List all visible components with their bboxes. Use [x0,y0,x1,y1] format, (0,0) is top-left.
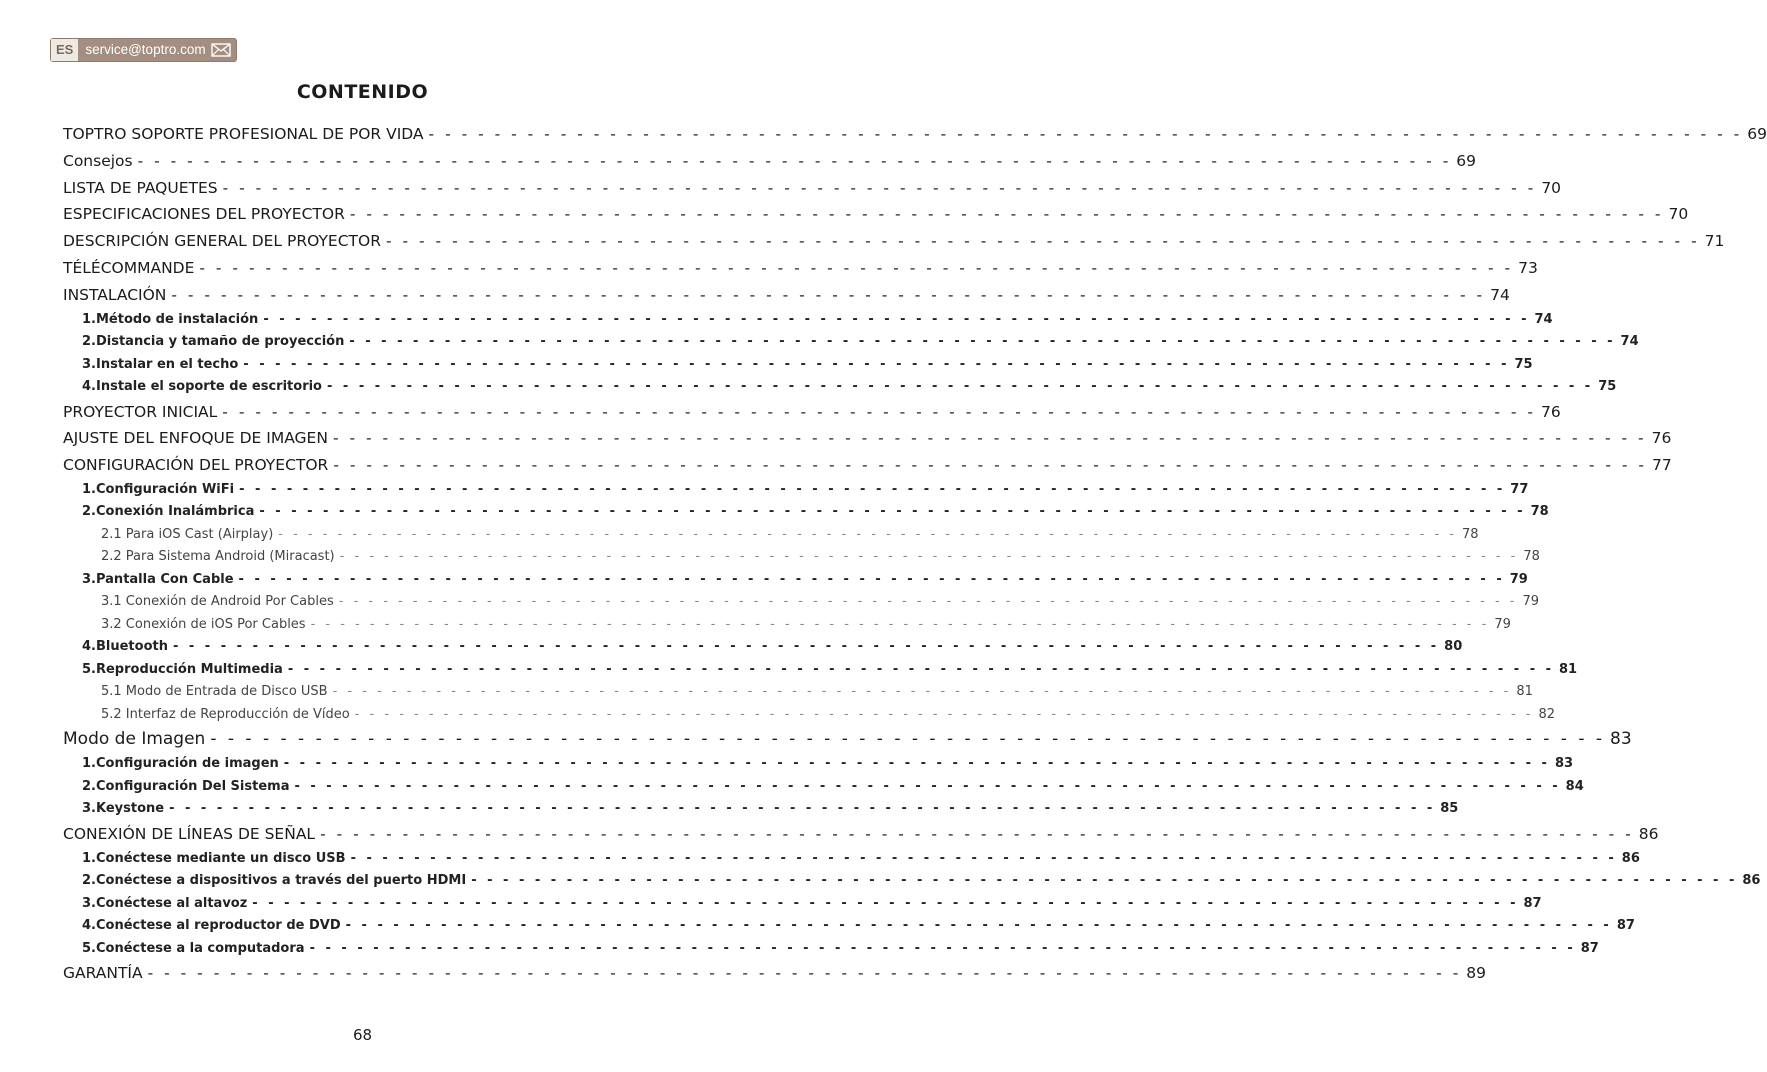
toc-entry-label: 2.1 Para iOS Cast (Airplay) [101,526,274,542]
toc-entry-label: 3.Instalar en el techo [82,356,239,372]
dot-leader: - - - - - - - - - - - - - - - - - - - - - - - - - - - - - - - - - - - - - - - - - - - - - - - - - - - - - - - - - - - - - - - - - - - - - - - - - - - - - - - - [294,778,1561,794]
toc-entry-page: 74 [1534,311,1553,327]
toc-entry-page: 87 [1523,895,1542,911]
toc-entry[interactable] [63,614,1511,637]
dot-leader: - - - - - - - - - - - - - - - - - - - - - - - - - - - - - - - - - - - - - - - - - - - - - - - - - - - - - - - - - - - - - - - - - - - - - - - - - - - - - - - - [239,481,1506,497]
toc-entry-page: 74 [1620,334,1639,350]
dot-leader: - - - - - - - - - - - - - - - - - - - - - - - - - - - - - - - - - - - - - - - - - - - - - - - - - - - - - - - - - - - - - - - - - - - - - - - - - - - - - - - - [147,964,1462,983]
toc-entry-label: 1.Configuración de imagen [82,756,279,772]
toc-entry-page: 83 [1554,756,1574,772]
toc-entry-label: 1.Configuración WiFi [82,481,235,497]
toc-entry-label: 5.2 Interfaz de Reproducción de Vídeo [101,706,350,722]
dot-leader: - - - - - - - - - - - - - - - - - - - - - - - - - - - - - - - - - - - - - - - - - - - - - - - - - - - - - - - - - - - - - - - - - - - - - - - - - - - - - - - - [332,429,1647,448]
toc-entry-label: Consejos [63,151,133,170]
toc-entry-page: 76 [1540,402,1561,421]
dot-leader: - - - - - - - - - - - - - - - - - - - - - - - - - - - - - - - - - - - - - - - - - - - - - - - - - - - - - - - - - - - - - - - - - - - - - - - - - - - - - - - - [309,940,1576,956]
toc-entry[interactable] [63,659,1578,682]
dot-leader: - - - - - - - - - - - - - - - - - - - - - - - - - - - - - - - - - - - - - - - - - - - - - - - - - - - - - - - - - - - - - - - - - - - - - - - - - - - - - - - - [169,801,1436,817]
dot-leader: - - - - - - - - - - - - - - - - - - - - - - - - - - - - - - - - - - - - - - - - - - - - - - - - - - - - - - - - - - - - - - - - - - - - - - - - - - - - - - - - [238,571,1505,587]
dot-leader: - - - - - - - - - - - - - - - - - - - - - - - - - - - - - - - - - - - - - - - - - - - - - - - - - - - - - - - - - - - - - - - - - - - - - - - - - - - - - - - - [243,356,1510,372]
toc-entry-page: 71 [1704,232,1725,251]
toc-entry-label: 2.Distancia y tamaño de proyección [82,334,345,350]
toc-entry-page: 70 [1668,205,1689,224]
toc-entry[interactable] [63,399,1561,426]
toc-entry-label: DESCRIPCIÓN GENERAL DEL PROYECTOR [63,232,381,251]
toc-entry-label: LISTA DE PAQUETES [63,178,218,197]
toc-entry[interactable] [63,776,1584,799]
toc-entry[interactable] [63,938,1599,961]
toc-entry-page: 69 [1456,151,1477,170]
dot-leader: - - - - - - - - - - - - - - - - - - - - - - - - - - - - - - - - - - - - - - - - - - - - - - - - - - - - - - - - - - - - - - - - - - - - - - - - - - - - - - - - [210,729,1605,750]
toc-entry-label: 5.1 Modo de Entrada de Disco USB [101,684,328,700]
toc-entry-page: 76 [1651,429,1672,448]
toc-entry[interactable] [63,591,1540,614]
toc-entry[interactable] [63,331,1639,354]
toc-entry-label: TÉLÉCOMMANDE [63,258,195,277]
toc-entry-label: 2.Conéctese a dispositivos a través del puerto HDMI [82,873,467,889]
toc-entry-label: Modo de Imagen [63,729,206,750]
toc-entry-page: 78 [1462,526,1479,542]
toc-entry-label: GARANTÍA [63,964,143,983]
toc-entry[interactable] [63,798,1459,821]
toc-entry[interactable] [63,848,1640,871]
toc-entry-page: 87 [1580,940,1599,956]
dot-leader: - - - - - - - - - - - - - - - - - - - - - - - - - - - - - - - - - - - - - - - - - - - - - - - - - - - - - - - - - - - - - - - - - - - - - - - - - - - - - - - - [327,379,1594,395]
toc-entry[interactable] [63,569,1528,592]
toc-entry[interactable] [63,282,1510,309]
dot-leader: - - - - - - - - - - - - - - - - - - - - - - - - - - - - - - - - - - - - - - - - - - - - - - - - - - - - - - - - - - - - - - - - - - - - - - - - - - - - - - - - [350,850,1617,866]
toc-entry-label: 5.Conéctese a la computadora [82,940,305,956]
dot-leader: - - - - - - - - - - - - - - - - - - - - - - - - - - - - - - - - - - - - - - - - - - - - - - - - - - - - - - - - - - - - - - - - - - - - - - - - - - - - - - - - [339,549,1519,565]
dot-leader: - - - - - - - - - - - - - - - - - - - - - - - - - - - - - - - - - - - - - - - - - - - - - - - - - - - - - - - - - - - - - - - - - - - - - - - - - - - - - - - - [199,258,1514,277]
envelope-icon [211,39,236,61]
dot-leader: - - - - - - - - - - - - - - - - - - - - - - - - - - - - - - - - - - - - - - - - - - - - - - - - - - - - - - - - - - - - - - - - - - - - - - - - - - - - - - - - [332,684,1512,700]
toc-entry-label: 3.1 Conexión de Android Por Cables [101,594,334,610]
toc-entry-label: 2.Configuración Del Sistema [82,778,290,794]
toc-entry-page: 79 [1509,571,1528,587]
toc-entry-page: 74 [1490,285,1510,304]
toc-entry[interactable] [63,148,1477,175]
toc-entry-page: 80 [1444,639,1463,655]
toc-entry[interactable] [63,501,1549,524]
toc-entry-label: 3.2 Conexión de iOS Por Cables [101,616,306,632]
toc-entry-page: 70 [1541,178,1562,197]
toc-entry[interactable] [63,821,1659,848]
toc-entry-label: INSTALACIÓN [63,285,167,304]
toc-entry-label: 4.Bluetooth [82,639,168,655]
toc-entry[interactable] [63,915,1635,938]
toc-entry-page: 81 [1559,661,1578,677]
dot-leader: - - - - - - - - - - - - - - - - - - - - - - - - - - - - - - - - - - - - - - - - - - - - - - - - - - - - - - - - - - - - - - - - - - - - - - - - - - - - - - - - [278,526,1457,542]
dot-leader: - - - - - - - - - - - - - - - - - - - - - - - - - - - - - - - - - - - - - - - - - - - - - - - - - - - - - - - - - - - - - - - - - - - - - - - - - - - - - - - - [222,402,1536,421]
toc-entry-page: 82 [1538,706,1556,722]
toc-entry-page: 79 [1522,594,1540,610]
toc-entry-page: 83 [1610,729,1632,750]
dot-leader: - - - - - - - - - - - - - - - - - - - - - - - - - - - - - - - - - - - - - - - - - - - - - - - - - - - - - - - - - - - - - - - - - - - - - - - - - - - - - - - - [137,151,1452,170]
toc-entry-page: 69 [1747,125,1767,143]
page-title: CONTENIDO [296,81,429,103]
toc-entry-page: 75 [1514,356,1533,372]
dot-leader: - - - - - - - - - - - - - - - - - - - - - - - - - - - - - - - - - - - - - - - - - - - - - - - - - - - - - - - - - - - - - - - - - - - - - - - - - - - - - - - - [222,178,1537,197]
dot-leader: - - - - - - - - - - - - - - - - - - - - - - - - - - - - - - - - - - - - - - - - - - - - - - - - - - - - - - - - - - - - - - - - - - - - - - - - - - - - - - - - [349,334,1616,350]
toc-entry-label: 4.Conéctese al reproductor de DVD [82,918,341,934]
toc-entry-page: 73 [1518,258,1538,277]
table-of-contents [63,121,1767,987]
toc-entry-page: 87 [1616,918,1635,934]
toc-entry-page: 86 [1621,850,1640,866]
toc-entry[interactable] [63,704,1556,727]
toc-entry-label: 3.Keystone [82,801,165,817]
toc-entry-label: 3.Conéctese al altavoz [82,895,248,911]
dot-leader: - - - - - - - - - - - - - - - - - - - - - - - - - - - - - - - - - - - - - - - - - - - - - - - - - - - - - - - - - - - - - - - - - - - - - - - - - - - - - - - - [385,232,1700,251]
toc-entry-page: 78 [1530,504,1549,520]
toc-entry-label: ESPECIFICACIONES DEL PROYECTOR [63,205,345,224]
toc-entry[interactable] [63,309,1553,332]
toc-entry[interactable] [63,121,1767,148]
toc-entry-page: 78 [1523,549,1540,565]
toc-entry[interactable] [63,681,1533,704]
toc-entry-label: 2.2 Para Sistema Android (Miracast) [101,549,335,565]
toc-entry-label: 3.Pantalla Con Cable [82,571,234,587]
dot-leader: - - - - - - - - - - - - - - - - - - - - - - - - - - - - - - - - - - - - - - - - - - - - - - - - - - - - - - - - - - - - - - - - - - - - - - - - - - - - - - - - [259,504,1526,520]
dot-leader: - - - - - - - - - - - - - - - - - - - - - - - - - - - - - - - - - - - - - - - - - - - - - - - - - - - - - - - - - - - - - - - - - - - - - - - - - - - - - - - - [263,311,1530,327]
dot-leader: - - - - - - - - - - - - - - - - - - - - - - - - - - - - - - - - - - - - - - - - - - - - - - - - - - - - - - - - - - - - - - - - - - - - - - - - - - - - - - - - [471,873,1738,889]
toc-entry[interactable] [63,201,1689,228]
toc-entry[interactable] [63,175,1562,202]
toc-entry-page: 81 [1516,684,1533,700]
toc-entry[interactable] [63,524,1479,547]
toc-entry[interactable] [63,228,1725,255]
toc-entry[interactable] [63,425,1672,452]
toc-entry-label: 5.Reproducción Multimedia [82,661,283,677]
dot-leader: - - - - - - - - - - - - - - - - - - - - - - - - - - - - - - - - - - - - - - - - - - - - - - - - - - - - - - - - - - - - - - - - - - - - - - - - - - - - - - - - [287,661,1555,677]
toc-entry-label: CONEXIÓN DE LÍNEAS DE SEÑAL [63,824,316,843]
toc-entry[interactable] [63,726,1632,753]
toc-entry-label: 2.Conexión Inalámbrica [82,504,255,520]
toc-entry[interactable] [63,376,1617,399]
toc-entry[interactable] [63,255,1538,282]
toc-entry[interactable] [63,479,1529,502]
toc-entry[interactable] [63,870,1761,893]
dot-leader: - - - - - - - - - - - - - - - - - - - - - - - - - - - - - - - - - - - - - - - - - - - - - - - - - - - - - - - - - - - - - - - - - - - - - - - - - - - - - - - - [252,895,1519,911]
toc-entry-label: 4.Instale el soporte de escritorio [82,379,322,395]
toc-entry[interactable] [63,636,1463,659]
language-tag: ES [51,39,78,61]
dot-leader: - - - - - - - - - - - - - - - - - - - - - - - - - - - - - - - - - - - - - - - - - - - - - - - - - - - - - - - - - - - - - - - - - - - - - - - - - - - - - - - - [349,205,1664,224]
toc-entry[interactable] [63,452,1672,479]
toc-entry[interactable] [63,960,1487,987]
toc-entry-label: TOPTRO SOPORTE PROFESIONAL DE POR VIDA [63,125,424,143]
contact-badge [50,38,237,62]
toc-entry-page: 86 [1638,824,1659,843]
dot-leader: - - - - - - - - - - - - - - - - - - - - - - - - - - - - - - - - - - - - - - - - - - - - - - - - - - - - - - - - - - - - - - - - - - - - - - - - - - - - - - - - [172,639,1440,655]
dot-leader: - - - - - - - - - - - - - - - - - - - - - - - - - - - - - - - - - - - - - - - - - - - - - - - - - - - - - - - - - - - - - - - - - - - - - - - - - - - - - - - - [310,616,1490,632]
toc-entry-page: 84 [1565,778,1584,794]
page-number: 68 [352,1026,373,1044]
dot-leader: - - - - - - - - - - - - - - - - - - - - - - - - - - - - - - - - - - - - - - - - - - - - - - - - - - - - - - - - - - - - - - - - - - - - - - - - - - - - - - - - [320,824,1634,843]
toc-entry[interactable] [63,546,1540,569]
toc-entry-page: 77 [1652,456,1672,475]
dot-leader: - - - - - - - - - - - - - - - - - - - - - - - - - - - - - - - - - - - - - - - - - - - - - - - - - - - - - - - - - - - - - - - - - - - - - - - - - - - - - - - - [283,756,1550,772]
dot-leader: - - - - - - - - - - - - - - - - - - - - - - - - - - - - - - - - - - - - - - - - - - - - - - - - - - - - - - - - - - - - - - - - - - - - - - - - - - - - - - - - [333,456,1648,475]
toc-entry-page: 86 [1742,873,1761,889]
dot-leader: - - - - - - - - - - - - - - - - - - - - - - - - - - - - - - - - - - - - - - - - - - - - - - - - - - - - - - - - - - - - - - - - - - - - - - - - - - - - - - - - [428,125,1743,143]
toc-entry-page: 79 [1494,616,1511,632]
toc-entry-page: 75 [1598,379,1617,395]
toc-entry-page: 85 [1440,801,1459,817]
toc-entry[interactable] [63,753,1574,776]
toc-entry-label: CONFIGURACIÓN DEL PROYECTOR [63,456,329,475]
toc-entry[interactable] [63,893,1542,916]
dot-leader: - - - - - - - - - - - - - - - - - - - - - - - - - - - - - - - - - - - - - - - - - - - - - - - - - - - - - - - - - - - - - - - - - - - - - - - - - - - - - - - - [345,918,1612,934]
toc-entry-page: 77 [1510,481,1529,497]
toc-entry-label: 1.Método de instalación [82,311,259,327]
dot-leader: - - - - - - - - - - - - - - - - - - - - - - - - - - - - - - - - - - - - - - - - - - - - - - - - - - - - - - - - - - - - - - - - - - - - - - - - - - - - - - - - [338,594,1518,610]
support-email[interactable]: service@toptro.com [85,42,206,57]
toc-entry-label: 1.Conéctese mediante un disco USB [82,850,346,866]
toc-entry-label: AJUSTE DEL ENFOQUE DE IMAGEN [63,429,328,448]
toc-entry[interactable] [63,354,1533,377]
toc-entry-page: 89 [1466,964,1487,983]
dot-leader: - - - - - - - - - - - - - - - - - - - - - - - - - - - - - - - - - - - - - - - - - - - - - - - - - - - - - - - - - - - - - - - - - - - - - - - - - - - - - - - - [171,285,1486,304]
toc-entry-label: PROYECTOR INICIAL [63,402,218,421]
dot-leader: - - - - - - - - - - - - - - - - - - - - - - - - - - - - - - - - - - - - - - - - - - - - - - - - - - - - - - - - - - - - - - - - - - - - - - - - - - - - - - - - [354,706,1534,722]
